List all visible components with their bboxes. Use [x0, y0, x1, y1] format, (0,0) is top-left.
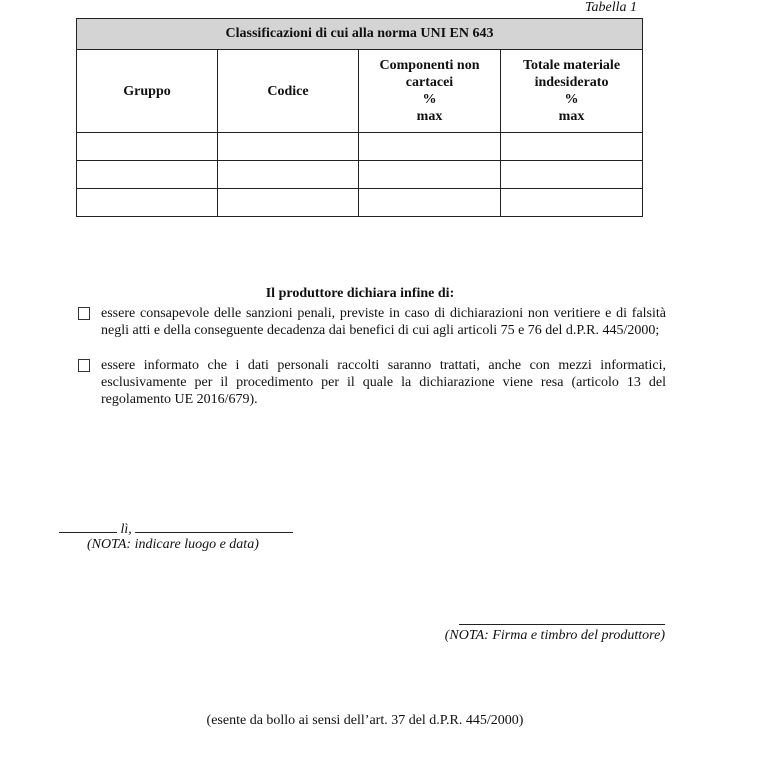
checkbox[interactable] [78, 359, 90, 372]
signature-note: (NOTA: Firma e timbro del produttore) [444, 628, 665, 643]
header-codice: Codice [218, 50, 359, 133]
table-cell[interactable] [501, 133, 643, 161]
declaration-item [78, 305, 666, 339]
table-title: Classificazioni di cui alla norma UNI EN 643 [77, 19, 643, 50]
classification-table [76, 18, 643, 217]
header-componenti-line: Componenti non [379, 58, 480, 73]
table-cell[interactable] [218, 189, 359, 217]
table-cell[interactable] [359, 189, 501, 217]
declaration-title: Il produttore dichiara infine di: [265, 286, 455, 301]
header-componenti-line: max [416, 109, 443, 124]
place-date-note: (NOTA: indicare luogo e data) [87, 537, 259, 552]
header-componenti [359, 50, 501, 133]
table-cell[interactable] [218, 161, 359, 189]
header-totale-line: max [558, 109, 585, 124]
date-blank[interactable] [135, 518, 293, 533]
table-cell[interactable] [77, 133, 218, 161]
table-cell[interactable] [501, 161, 643, 189]
table-cell[interactable] [77, 189, 218, 217]
table-caption: Tabella 1 [585, 0, 637, 15]
table-row [77, 133, 643, 161]
table-cell[interactable] [359, 161, 501, 189]
header-totale-line: indesiderato [534, 75, 609, 90]
declaration-item [78, 357, 666, 408]
header-componenti-line: % [422, 92, 437, 107]
table-cell[interactable] [359, 133, 501, 161]
table-cell[interactable] [218, 133, 359, 161]
table-cell[interactable] [501, 189, 643, 217]
table-row [77, 161, 643, 189]
header-totale-line: Totale materiale [522, 58, 621, 73]
header-totale [501, 50, 643, 133]
checkbox[interactable] [78, 307, 90, 320]
li-label: lì, [120, 522, 132, 537]
table-row [77, 189, 643, 217]
place-date-line [59, 518, 293, 538]
declaration-text: essere informato che i dati personali raccolti saranno trattati, anche con mezzi informatici, esclusivamente per il procedimento per il quale la dichiarazione viene resa (articolo 13 del regolamento UE 2016/679). [101, 358, 666, 407]
signature-line[interactable] [459, 624, 665, 625]
header-totale-line: % [564, 92, 579, 107]
header-componenti-line: cartacei [405, 75, 454, 90]
table-cell[interactable] [77, 161, 218, 189]
place-blank[interactable] [59, 518, 117, 533]
header-gruppo: Gruppo [77, 50, 218, 133]
declaration-text: essere consapevole delle sanzioni penali, previste in caso di dichiarazioni non veritiere e di falsità negli atti e della conseguente decadenza dai benefici di cui agli articoli 75 e 76 del d.P.R. 445/2000; [101, 306, 666, 338]
footer-note: (esente da bollo ai sensi dell’art. 37 del d.P.R. 445/2000) [206, 713, 524, 728]
